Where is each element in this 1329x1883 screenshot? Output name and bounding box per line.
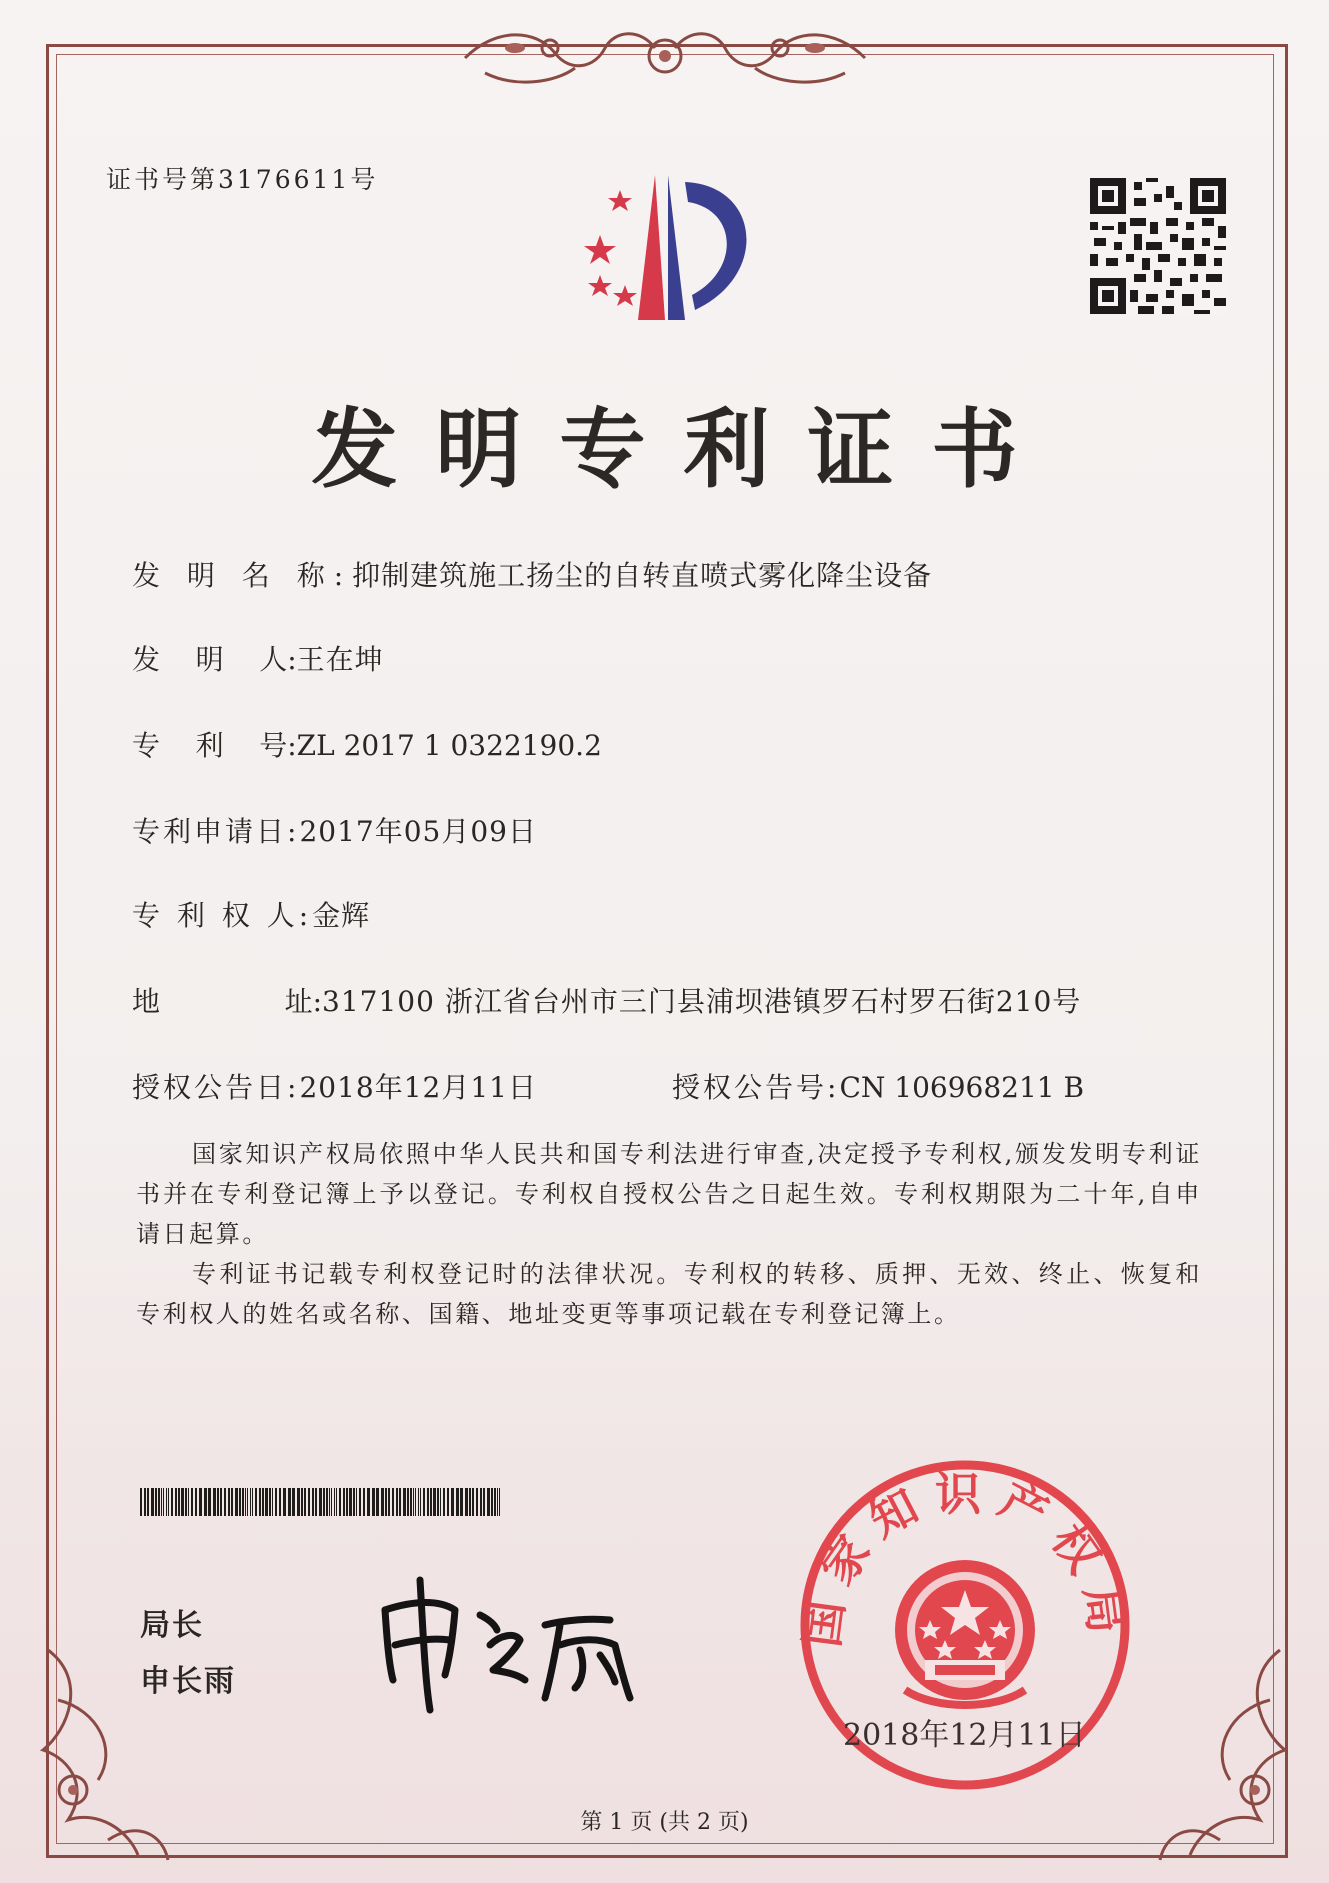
address-label: 地 址: <box>132 985 323 1018</box>
patent-number-label: 专 利 号: <box>132 729 297 762</box>
cnipa-logo-icon <box>560 160 780 330</box>
seal-date: 2018年12月11日 <box>843 1718 1086 1753</box>
inventor-value: 王在坤 <box>296 643 384 676</box>
inventor-label: 发 明 人: <box>132 643 297 676</box>
invention-name-label: 发 明 名 称: <box>132 559 353 592</box>
address-value: 317100 浙江省台州市三门县浦坝港镇罗石村罗石街210号 <box>322 985 1082 1018</box>
top-ornament <box>455 18 875 98</box>
grant-number-value: CN 106968211 B <box>839 1071 1085 1104</box>
grant-number-label: 授权公告号: <box>672 1071 840 1104</box>
patent-number-row <box>132 724 602 764</box>
grant-date-value: 2018年12月11日 <box>299 1071 537 1104</box>
application-date-value: 2017年05月09日 <box>299 815 537 848</box>
statement-paragraph: 专利证书记载专利权登记时的法律状况。专利权的转移、质押、无效、终止、恢复和专利权人的姓名或名称、国籍、地址变更等事项记载在专利登记簿上。 <box>136 1260 1202 1328</box>
patent-number-value: ZL 2017 1 0322190.2 <box>296 729 602 762</box>
page-indicator: 第 1 页 (共 2 页) <box>580 1810 749 1835</box>
patent-holder-value: 金辉 <box>312 899 371 932</box>
patent-holder-row <box>132 894 370 934</box>
qr-code-icon <box>1090 178 1226 314</box>
statement-paragraph: 国家知识产权局依照中华人民共和国专利法进行审查,决定授予专利权,颁发发明专利证书并在专利登记簿上予以登记。专利权自授权公告之日起生效。专利权期限为二十年,自申请日起算。 <box>136 1140 1202 1248</box>
inventor-row <box>132 638 384 678</box>
seal-text: 国家知识产权局 <box>795 1467 1135 1651</box>
certificate-number: 证书号第3176611号 <box>106 165 379 194</box>
legal-statement <box>136 1134 1202 1334</box>
signature-name: 申长雨 <box>140 1664 236 1699</box>
address-row <box>132 980 1081 1020</box>
invention-name-row <box>132 554 932 594</box>
patent-holder-label: 专 利 权 人: <box>132 899 313 932</box>
handwritten-signature <box>375 1570 685 1720</box>
grant-date-label: 授权公告日: <box>132 1071 300 1104</box>
grant-number-row <box>672 1066 1084 1106</box>
application-date-label: 专利申请日: <box>132 815 300 848</box>
invention-name-value: 抑制建筑施工扬尘的自转直喷式雾化降尘设备 <box>352 559 933 592</box>
grant-date-row <box>132 1066 537 1106</box>
signature-role: 局长 <box>140 1608 204 1643</box>
application-date-row <box>132 810 537 850</box>
certificate-title: 发明专利证书 <box>311 400 1056 500</box>
barcode <box>140 1488 504 1516</box>
